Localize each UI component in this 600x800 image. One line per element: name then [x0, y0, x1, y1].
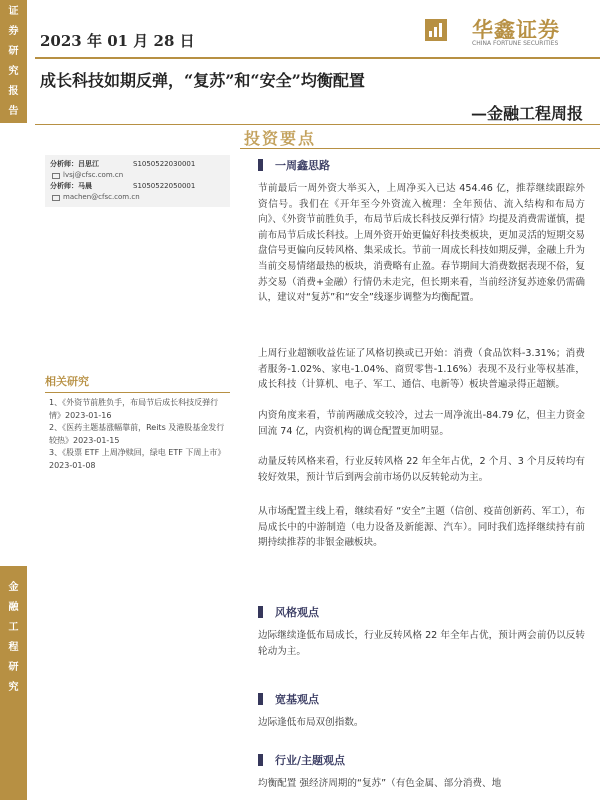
report-date: 2023 年 01 月 28 日 [40, 32, 195, 50]
section-industry-view [258, 753, 585, 767]
paragraph: 节前最后一周外资大举买入，上周净买入已达 454.46 亿，推荐继续跟踪外资信号。我们在《开年至今外资流入梳理：全年预估、流入结构和布局方向》、《外资节前胜负手，布局节后成长科技反弹行情》均提及消费需谨慎，提前布局节后成长科技。上周外资开始更偏好科技类板块，更加灵活的短期交易盘信号更偏向反转风格、集采成长。节前一周成长科技如期反弹，金融上升为当前交易情绪最热的板块，消费略有止盈。春节期间大消费数据表现不俗，复苏交易（消费+金融）行情仍未走完，但长期来看，当前经济复苏迹象仍需确认，建议对“复苏”和“安全”线逐步调整为均衡配置。 [258, 183, 585, 304]
analyst-name: 分析师：马晨 [50, 182, 92, 190]
sidebar-char: 工 [8, 622, 19, 633]
analyst-email-row [50, 192, 225, 203]
section-marker [258, 606, 263, 618]
paragraph: 从市场配置主线上看，继续看好 “安全”主题（信创、疫苗创新药、军工），布局成长中的中游制造（电力设备及新能源、汽车）。同时我们选择继续持有前期持续推荐的非银金融板块。 [258, 506, 585, 549]
company-logo [425, 15, 600, 47]
section-marker [258, 754, 263, 766]
sidebar-char: 究 [8, 66, 19, 77]
analyst-email[interactable]: machen@cfsc.com.cn [63, 193, 140, 201]
title-divider [35, 124, 600, 125]
summary-heading: 投资要点 [244, 129, 317, 148]
section-header [258, 692, 585, 706]
section-title: 行业/主题观点 [275, 754, 346, 767]
analyst-name: 分析师：吕思江 [50, 160, 99, 168]
related-research [45, 373, 230, 472]
related-divider [45, 392, 230, 393]
paragraph: 动量反转风格来看，行业反转风格 22 年全年占优，2 个月、3 个月反转均有较好效果，预计节后到两会前市场仍以反转轮动为主。 [258, 456, 585, 483]
logo-text-en: CHINA FORTUNE SECURITIES [472, 40, 559, 47]
mail-icon [52, 173, 60, 179]
mail-icon [52, 195, 60, 201]
section-style-view [258, 605, 585, 619]
sidebar-char: 融 [8, 602, 19, 613]
analyst-box [45, 155, 230, 207]
sidebar-bottom-label [0, 578, 27, 698]
analyst-email-row [50, 170, 225, 181]
sidebar-bottom-bar [0, 566, 27, 800]
sidebar-char: 告 [8, 106, 19, 117]
paragraph: 内资角度来看，节前两融成交较冷，过去一周净流出-84.79 亿，但主力资金回流 74 亿，内资机构的调仓配置更加明显。 [258, 410, 585, 437]
sidebar-char: 证 [8, 6, 19, 17]
analyst-cert: S1050522050001 [133, 182, 196, 190]
paragraph: 边际继续逢低布局成长，行业反转风格 22 年全年占优，预计两会前仍以反转轮动为主。 [258, 630, 585, 657]
section-marker [258, 159, 263, 171]
sidebar-top-bar [0, 0, 27, 123]
paragraph: 上周行业超额收益佐证了风格切换或已开始：消费（食品饮料-3.31%；消费者服务-1.02%、家电-1.04%、商贸零售-1.16%）表现不及行业等权基准，成长科技（计算机、电子、军工、通信、电新等）板块普遍录得正超额。 [258, 348, 585, 391]
related-heading: 相关研究 [45, 375, 89, 388]
sidebar-top-label [0, 2, 27, 122]
related-item[interactable]: 3、《股票 ETF 上周净赎回，绿电 ETF 下周上市》2023-01-08 [49, 448, 226, 470]
section-title: 风格观点 [275, 606, 319, 619]
section-title: 一周鑫思路 [275, 159, 330, 172]
logo-text-cn: 华鑫证券 [472, 17, 560, 42]
section-header [258, 605, 585, 619]
sidebar-char: 究 [8, 682, 19, 693]
section-title: 宽基观点 [275, 693, 319, 706]
section-weekly-view [258, 158, 585, 172]
report-title: 成长科技如期反弹，“复苏”和“安全”均衡配置 [40, 71, 365, 90]
sidebar-char: 券 [8, 26, 19, 37]
logo-icon [425, 19, 447, 41]
sidebar-char: 程 [8, 642, 19, 653]
paragraph: 均衡配置 强经济周期的“复苏”（有色金属、部分消费、地 [258, 778, 502, 789]
header-divider [35, 57, 600, 59]
analyst-cert: S1050522030001 [133, 160, 196, 168]
section-broad-index-view [258, 692, 585, 706]
analyst-row [50, 159, 225, 170]
analyst-row [50, 181, 225, 192]
section-marker [258, 693, 263, 705]
sidebar-char: 研 [8, 46, 19, 57]
related-item[interactable]: 2、《医药主题基涨幅靠前，Reits 及港股基金发行较热》2023-01-15 [49, 423, 225, 445]
analyst-email[interactable]: lvsj@cfsc.com.cn [63, 171, 124, 179]
section-header [258, 753, 585, 767]
analyst-panel [45, 155, 230, 207]
report-subtitle: —金融工程周报 [470, 104, 583, 123]
summary-divider [240, 148, 600, 149]
section-header [258, 158, 585, 172]
sidebar-char: 报 [8, 86, 19, 97]
sidebar-char: 金 [8, 582, 19, 593]
related-item[interactable]: 1、《外资节前胜负手，布局节后成长科技反弹行情》2023-01-16 [49, 398, 219, 420]
paragraph: 边际逢低布局双创指数。 [258, 717, 364, 728]
sidebar-char: 研 [8, 662, 19, 673]
